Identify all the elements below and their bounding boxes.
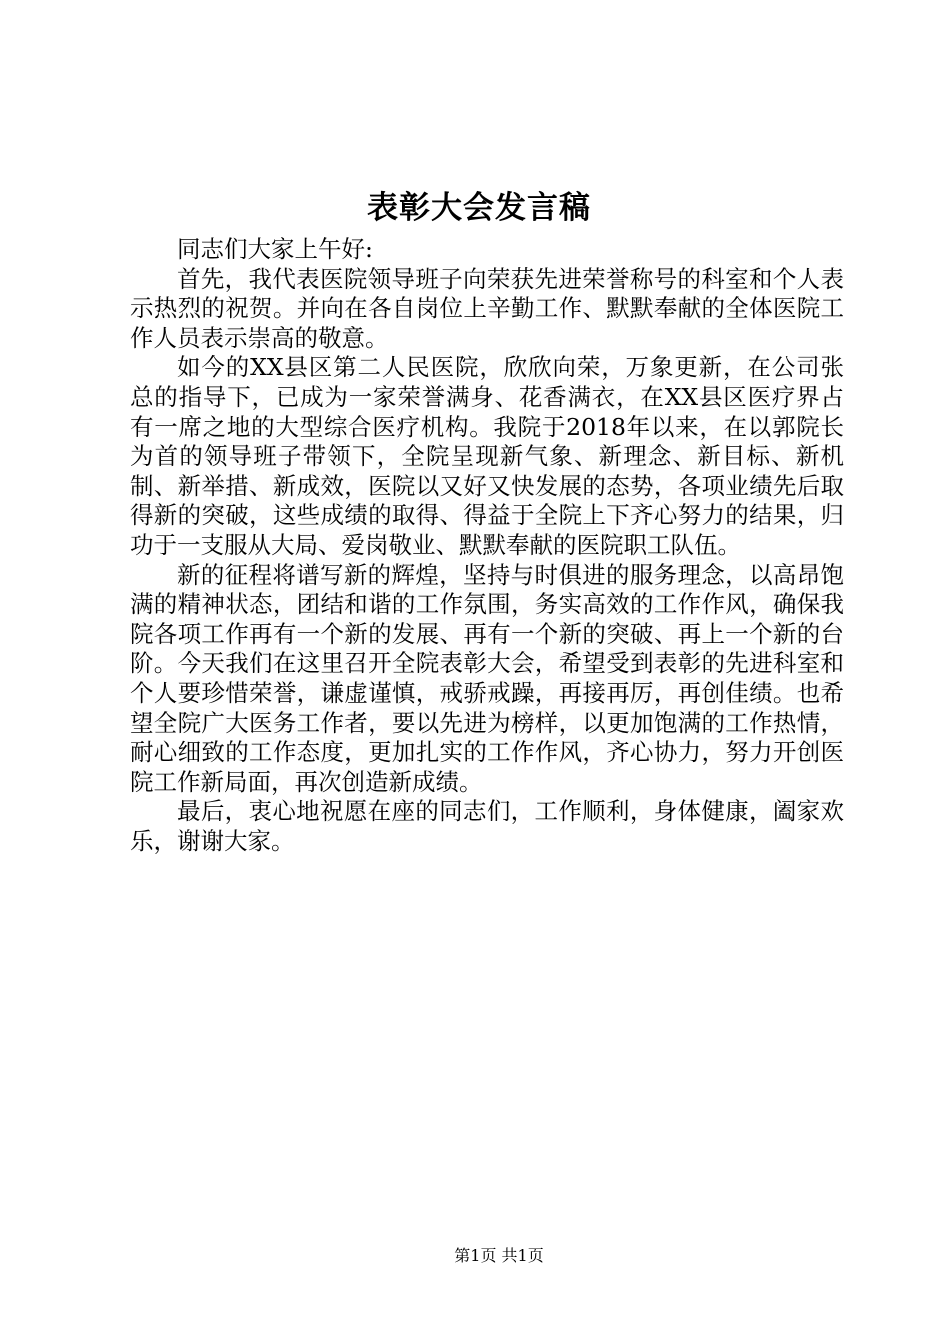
page-number-footer: 第1页 共1页 (454, 1246, 544, 1265)
document-title: 表彰大会发言稿 (367, 190, 591, 226)
body-paragraph-expectations: 新的征程将谱写新的辉煌，坚持与时俱进的服务理念，以高昂饱满的精神状态，团结和谐的工作氛围，务实高效的工作作风，确保我院各项工作再有一个新的发展、再有一个新的突破、再上一个新的台阶。今天我们在这里召开全院表彰大会，希望受到表彰的先进科室和个人要珍惜荣誉，谦虚谨慎，戒骄戒躁，再接再厉，再创佳绩。也希望全院广大医务工作者，要以先进为榜样，以更加饱满的工作热情，耐心细致的工作态度，更加扎实的工作作风，齐心协力，努力开创医院工作新局面，再次创造新成绩。 (130, 560, 844, 796)
closing-paragraph: 最后，衷心地祝愿在座的同志们，工作顺利，身体健康，阖家欢乐，谢谢大家。 (130, 797, 844, 855)
greeting-paragraph: 同志们大家上午好: (177, 235, 373, 263)
body-paragraph-congratulations: 首先，我代表医院领导班子向荣获先进荣誉称号的科室和个人表示热烈的祝贺。并向在各自岗位上辛勤工作、默默奉献的全体医院工作人员表示崇高的敬意。 (130, 264, 844, 352)
body-paragraph-achievements: 如今的XX县区第二人民医院，欣欣向荣，万象更新，在公司张总的指导下，已成为一家荣誉满身、花香满衣，在XX县区医疗界占有一席之地的大型综合医疗机构。我院于2018年以来，在以郭院长为首的领导班子带领下，全院呈现新气象、新理念、新目标、新机制、新举措、新成效，医院以又好又快发展的态势，各项业绩先后取得新的突破，这些成绩的取得、得益于全院上下齐心努力的结果，归功于一支服从大局、爱岗敬业、默默奉献的医院职工队伍。 (130, 353, 844, 559)
document-body (130, 235, 844, 856)
